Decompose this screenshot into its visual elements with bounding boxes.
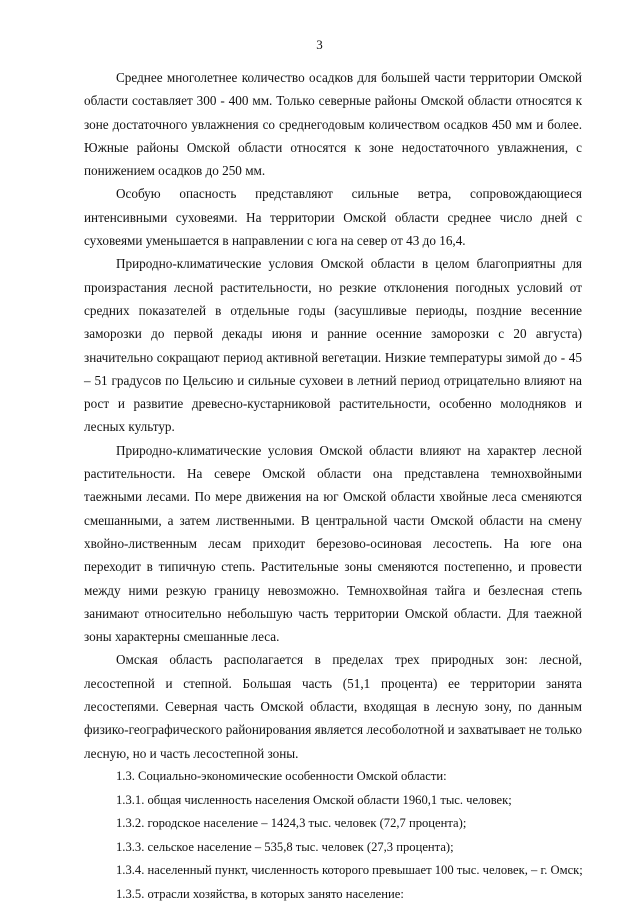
list-item-rural-population: 1.3.3. сельское население – 535,8 тыс. человек (27,3 процента); bbox=[116, 839, 454, 854]
list-item-urban-population: 1.3.2. городское население – 1424,3 тыс. человек (72,7 процента); bbox=[116, 816, 467, 831]
paragraph-vegetation-zones: Природно-климатические условия Омской области влияют на характер лесной растительности. На севере Омской области она представлена темнохвойными таежными лесами. По мере движения на юг Омской области хвойные леса сменяются смешанными, а затем лиственными. В центральной части Омской области на смену хвойно-лиственным лесам приходит березово-осиновая лесостепь. На юге она переходит в типичную степь. Растительные зоны сменяются постепенно, и провести между ними резкую границу невозможно. Темнохвойная тайга и безлесная степь занимают относительно небольшую часть территории Омской области. Для таежной зоны характерны смешанные леса. bbox=[84, 442, 582, 645]
list-item-total-population: 1.3.1. общая численность населения Омской области 1960,1 тыс. человек; bbox=[116, 792, 512, 807]
list-item-large-settlement: 1.3.4. населенный пункт, численность которого превышает 100 тыс. человек, – г. Омск; bbox=[116, 863, 583, 878]
paragraph-natural-zones: Омская область располагается в пределах трех природных зон: лесной, лесостепной и степной. Большая часть (51,1 процента) ее территории занята лесостепями. Северная часть Омской области, входящая в лесную зону, по данным физико-географического районирования является лесоболотной и захватывает не только лесную, но и часть лесостепной зоны. bbox=[84, 652, 582, 761]
paragraph-precipitation: Среднее многолетнее количество осадков для большей части территории Омской области составляет 300 - 400 мм. Только северные районы Омской области относятся к зоне достаточного увлажнения со среднегодовым количеством осадков 450 мм и более. Южные районы Омской области относятся к зоне недостаточного увлажнения, с понижением осадков до 250 мм. bbox=[84, 70, 582, 179]
section-heading-socioeconomic: 1.3. Социально-экономические особенности Омской области: bbox=[116, 768, 447, 783]
page-number: 3 bbox=[316, 37, 323, 52]
document-body bbox=[84, 66, 582, 906]
paragraph-winds: Особую опасность представляют сильные ветра, сопровождающиеся интенсивными суховеями. На территории Омской области среднее число дней с суховеями уменьшается в направлении с юга на север от 43 до 16,4. bbox=[84, 186, 582, 249]
list-item-economic-sectors: 1.3.5. отрасли хозяйства, в которых занято население: bbox=[116, 886, 404, 901]
paragraph-climate-conditions: Природно-климатические условия Омской области в целом благоприятны для произрастания лесной растительности, но резкие отклонения погодных условий от средних показателей в отдельные годы (засушливые периоды, поздние весенние заморозки до первой декады июня и ранние осенние заморозки с 20 августа) значительно сокращают период активной вегетации. Низкие температуры зимой до - 45 – 51 градусов по Цельсию и сильные суховеи в летний период отрицательно влияют на рост и развитие древесно-кустарниковой растительности, особенно молодняков и лесных культур. bbox=[84, 256, 582, 435]
